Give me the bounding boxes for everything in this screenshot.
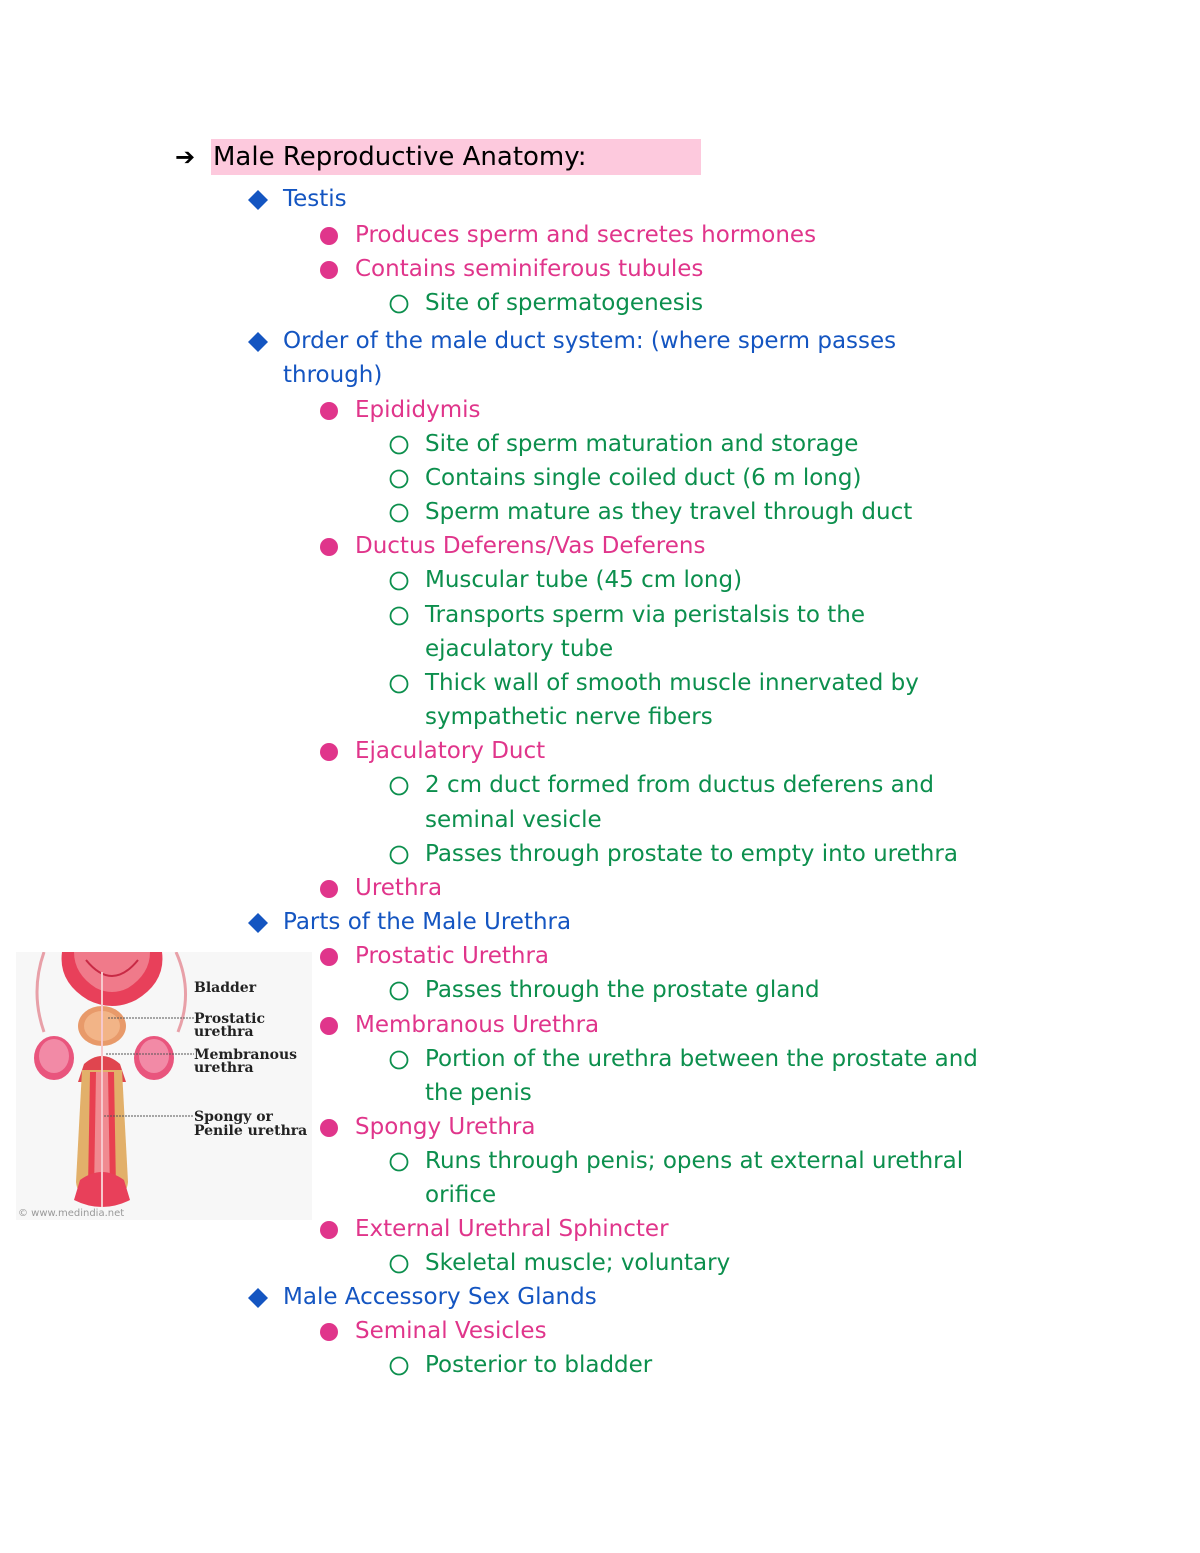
list-item-text: Order of the male duct system: (where sperm passes: [283, 328, 897, 354]
list-item: [319, 734, 545, 768]
filled-circle-bullet-icon: [319, 218, 355, 252]
list-item-text: Site of spermatogenesis: [425, 290, 704, 316]
hollow-circle-bullet-icon: [389, 1042, 425, 1076]
hollow-circle-bullet-icon: [389, 1144, 425, 1178]
list-item-text: Contains seminiferous tubules: [355, 256, 704, 282]
list-item: [389, 461, 861, 495]
membranous-urethra-label: urethra: [194, 1060, 254, 1076]
list-item-text: Seminal Vesicles: [355, 1318, 547, 1344]
list-item-continuation: the penis: [425, 1080, 532, 1106]
list-item-text: Passes through prostate to empty into urethra: [425, 841, 958, 867]
prostatic-urethra-label: Prostatic: [194, 1011, 265, 1027]
hollow-circle-bullet-icon: [389, 768, 425, 802]
diamond-bullet-icon: [247, 182, 283, 216]
filled-circle-bullet-icon: [319, 1314, 355, 1348]
membranous-urethra-label: Membranous: [194, 1047, 298, 1063]
list-item: [389, 666, 919, 700]
list-item-text: Skeletal muscle; voluntary: [425, 1250, 731, 1276]
prostatic-urethra-label: urethra: [194, 1024, 254, 1040]
hollow-circle-bullet-icon: [389, 461, 425, 495]
list-item: [389, 427, 858, 461]
list-item-text: Runs through penis; opens at external urethral: [425, 1148, 964, 1174]
list-item: [319, 939, 549, 973]
hollow-circle-bullet-icon: [389, 666, 425, 700]
list-item-text: Thick wall of smooth muscle innervated by: [425, 670, 919, 696]
list-item-testis: [247, 182, 347, 216]
list-item-continuation: orifice: [425, 1182, 497, 1208]
list-item: [319, 1110, 535, 1144]
spongy-urethra-label: Penile urethra: [194, 1123, 308, 1139]
hollow-circle-bullet-icon: [389, 1348, 425, 1382]
list-item: [389, 768, 934, 802]
list-item-text: Testis: [283, 186, 347, 212]
list-item-duct-system: [247, 324, 896, 358]
list-item: [319, 1314, 547, 1348]
list-item-text: Ejaculatory Duct: [355, 738, 546, 764]
filled-circle-bullet-icon: [319, 734, 355, 768]
list-item-accessory-glands: [247, 1280, 597, 1314]
hollow-circle-bullet-icon: [389, 837, 425, 871]
list-item: [319, 252, 703, 286]
list-item-text: Passes through the prostate gland: [425, 977, 820, 1003]
list-item-text: Male Accessory Sex Glands: [283, 1284, 597, 1310]
list-item-text: Posterior to bladder: [425, 1352, 653, 1378]
list-item: [319, 1008, 599, 1042]
list-item: [319, 529, 705, 563]
arrow-icon: ➔: [175, 143, 196, 171]
list-item-text: Sperm mature as they travel through duct: [425, 499, 913, 525]
list-item: [389, 598, 865, 632]
list-item: [389, 973, 820, 1007]
list-item-text: Urethra: [355, 875, 443, 901]
hollow-circle-bullet-icon: [389, 495, 425, 529]
list-item-continuation: ejaculatory tube: [425, 636, 614, 662]
list-item-continuation: sympathetic nerve fibers: [425, 704, 713, 730]
image-credit: © www.medindia.net: [18, 1208, 125, 1219]
list-item: [319, 1212, 669, 1246]
page-title: Male Reproductive Anatomy:: [211, 139, 701, 175]
list-item-text: 2 cm duct formed from ductus deferens and: [425, 772, 934, 798]
list-item: [389, 286, 703, 320]
list-item-urethra-parts: [247, 905, 571, 939]
list-item-text: Epididymis: [355, 397, 481, 423]
list-item: [319, 393, 481, 427]
diamond-bullet-icon: [247, 1280, 283, 1314]
hollow-circle-bullet-icon: [389, 598, 425, 632]
filled-circle-bullet-icon: [319, 529, 355, 563]
filled-circle-bullet-icon: [319, 939, 355, 973]
bladder-label: Bladder: [194, 980, 257, 996]
list-item: [389, 1348, 652, 1382]
spongy-urethra-label: Spongy or: [194, 1109, 273, 1125]
list-item-text: Site of sperm maturation and storage: [425, 431, 859, 457]
list-item-text: Muscular tube (45 cm long): [425, 567, 743, 593]
hollow-circle-bullet-icon: [389, 563, 425, 597]
list-item: [389, 495, 912, 529]
filled-circle-bullet-icon: [319, 871, 355, 905]
urethra-anatomy-figure: [16, 952, 312, 1220]
hollow-circle-bullet-icon: [389, 973, 425, 1007]
section-heading: [175, 138, 701, 176]
list-item: [389, 563, 742, 597]
list-item-text: Transports sperm via peristalsis to the: [425, 602, 866, 628]
list-item-text: Produces sperm and secretes hormones: [355, 222, 817, 248]
list-item-text: Prostatic Urethra: [355, 943, 550, 969]
list-item: [319, 871, 442, 905]
list-item-text: Parts of the Male Urethra: [283, 909, 572, 935]
diamond-bullet-icon: [247, 324, 283, 358]
hollow-circle-bullet-icon: [389, 286, 425, 320]
anatomy-illustration: [16, 952, 312, 1220]
filled-circle-bullet-icon: [319, 252, 355, 286]
list-item-text: Ductus Deferens/Vas Deferens: [355, 533, 706, 559]
list-item-text: External Urethral Sphincter: [355, 1216, 669, 1242]
filled-circle-bullet-icon: [319, 1212, 355, 1246]
list-item-text: Contains single coiled duct (6 m long): [425, 465, 862, 491]
list-item-text: Spongy Urethra: [355, 1114, 536, 1140]
list-item-continuation: through): [283, 362, 383, 388]
hollow-circle-bullet-icon: [389, 427, 425, 461]
hollow-circle-bullet-icon: [389, 1246, 425, 1280]
list-item-text: Portion of the urethra between the prostate and: [425, 1046, 978, 1072]
list-item-continuation: seminal vesicle: [425, 807, 602, 833]
list-item-text: Membranous Urethra: [355, 1012, 600, 1038]
list-item: [389, 837, 958, 871]
filled-circle-bullet-icon: [319, 1008, 355, 1042]
list-item: [319, 218, 816, 252]
list-item: [389, 1246, 730, 1280]
list-item: [389, 1144, 963, 1178]
filled-circle-bullet-icon: [319, 393, 355, 427]
diamond-bullet-icon: [247, 905, 283, 939]
list-item: [389, 1042, 978, 1076]
filled-circle-bullet-icon: [319, 1110, 355, 1144]
